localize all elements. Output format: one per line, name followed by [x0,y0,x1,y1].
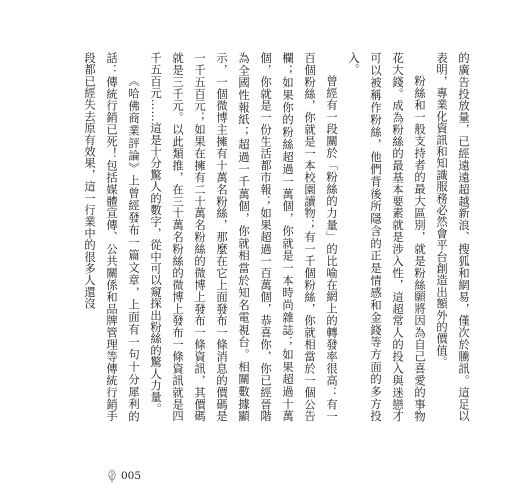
paragraph: 粉絲和一般支持者的最大區別，就是粉絲願將因為自己喜愛的事物花大錢。成為粉絲的最基本要素就是涉入性，這超常人的投入與迷戀才可以被稱作粉絲，他們背後所隱含的正是情感和金錢等方面的多方投入。 [347,52,426,422]
body-text [83,52,474,422]
page-footer [106,468,141,484]
paragraph: 《哈佛商業評論》上曾經發布一篇文章，上面有一句十分犀利的話：傳統行銷已死！包括媒體宣傳、公共關係和品牌管理等傳統行銷手段都已經失去原有效果，這一行業中的很多人還沒 [83,52,140,422]
leaf-icon [106,469,118,483]
paragraph: 的廣告投放量，已經遠遠超越新浪、搜狐和網易，僅次於騰訊。這足以表明，專業化資訊和知識服務必然會平台創造出額外的價值。 [435,52,470,422]
page-number: 005 [121,470,142,482]
paragraph: 曾經有一段關於「粉絲的力量」的比喻在網上的轉發率很高：有一百個粉絲，你就是一本校園讀物；有一千個粉絲，你就相當於一個公告欄；如果你的粉絲超過一萬個，你就是一本時尚雜誌；如果超過十萬個，你就是一份生活都市報；如果超過一百萬個，恭喜你，你已經晉階為全國性報紙；超過一千萬個，你就相當於知名電視台。相關數據顯示，一個微博主擁有十萬名粉絲，那麼在它上面發布一條消息的價碼是一千五百元；如果在擁有二十萬名粉絲的微博上發布一條資訊，其價碼就是三千元。以此類推，在三十萬名粉絲的微博上發布一條資訊就是四千五百元……這是十分驚人的數字，從中可以窺探出粉絲的驚人力量。 [149,52,338,422]
